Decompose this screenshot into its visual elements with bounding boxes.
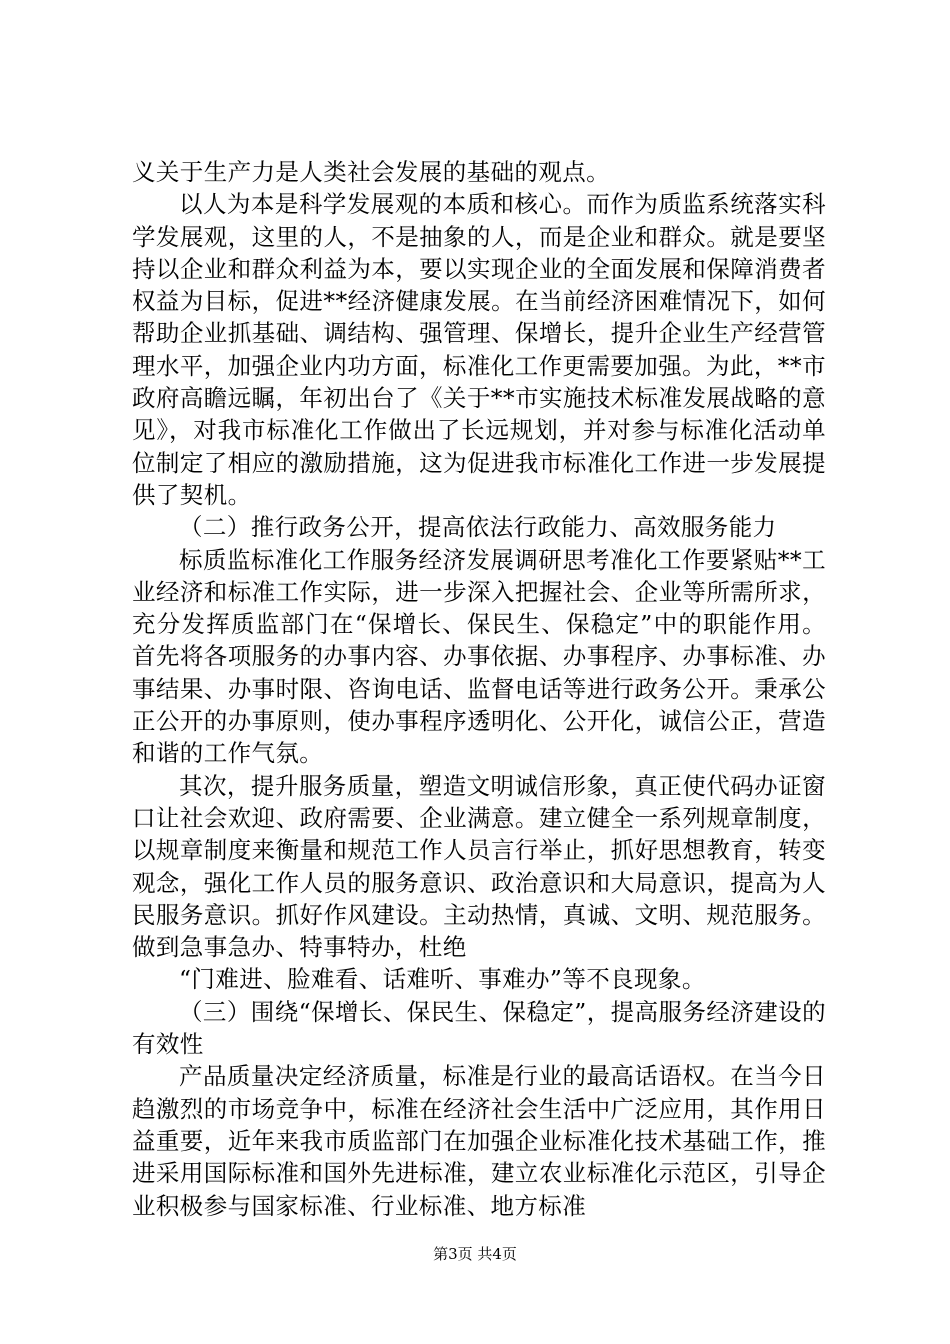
section-heading-3: （三）围绕“保增长、保民生、保稳定”，提高服务经济建设的有效性 xyxy=(132,997,826,1059)
paragraph-5: “门难进、脸难看、话难听、事难办”等不良现象。 xyxy=(179,965,706,994)
page-footer: 第3页 共4页 xyxy=(433,1245,517,1263)
paragraph-1: 义关于生产力是人类社会发展的基础的观点。 xyxy=(132,158,610,186)
section-heading-2: （二）推行政务公开，提高依法行政能力、高效服务能力 xyxy=(179,513,777,542)
paragraph-2: 以人为本是科学发展观的本质和核心。而作为质监系统落实科学发展观，这里的人，不是抽象的人，而是企业和群众。就是要坚持以企业和群众利益为本，要以实现企业的全面发展和保障消费者权益为目标，促进**经济健康发展。在当前经济困难情况下，如何帮助企业抓基础、调结构、强管理、保增长，提升企业生产经营管理水平，加强企业内功方面，标准化工作更需要加强。为此，**市政府高瞻远瞩，年初出台了《关于**市实施技术标准发展战略的意见》，对我市标准化工作做出了长远规划，并对参与标准化活动单位制定了相应的激励措施，这为促进我市标准化工作进一步发展提供了契机。 xyxy=(132,190,826,509)
paragraph-6: 产品质量决定经济质量，标准是行业的最高话语权。在当今日趋激烈的市场竞争中，标准在经济社会生活中广泛应用，其作用日益重要，近年来我市质监部门在加强企业标准化技术基础工作，推进采用国际标准和国外先进标准，建立农业标准化示范区，引导企业积极参与国家标准、行业标准、地方标准 xyxy=(132,1062,826,1220)
document-body xyxy=(132,156,826,1222)
paragraph-3: 标质监标准化工作服务经济发展调研思考准化工作要紧贴**工业经济和标准工作实际，进一步深入把握社会、企业等所需所求，充分发挥质监部门在“保增长、保民生、保稳定”中的职能作用。首先将各项服务的办事内容、办事依据、办事程序、办事标准、办事结果、办事时限、咨询电话、监督电话等进行政务公开。秉承公正公开的办事原则，使办事程序透明化、公开化，诚信公正，营造和谐的工作气氛。 xyxy=(132,545,826,768)
paragraph-4: 其次，提升服务质量，塑造文明诚信形象，真正使代码办证窗口让社会欢迎、政府需要、企业满意。建立健全一系列规章制度，以规章制度来衡量和规范工作人员言行举止，抓好思想教育，转变观念，强化工作人员的服务意识、政治意识和大局意识，提高为人民服务意识。抓好作风建设。主动热情，真诚、文明、规范服务。做到急事急办、特事特办，杜绝 xyxy=(132,771,826,962)
